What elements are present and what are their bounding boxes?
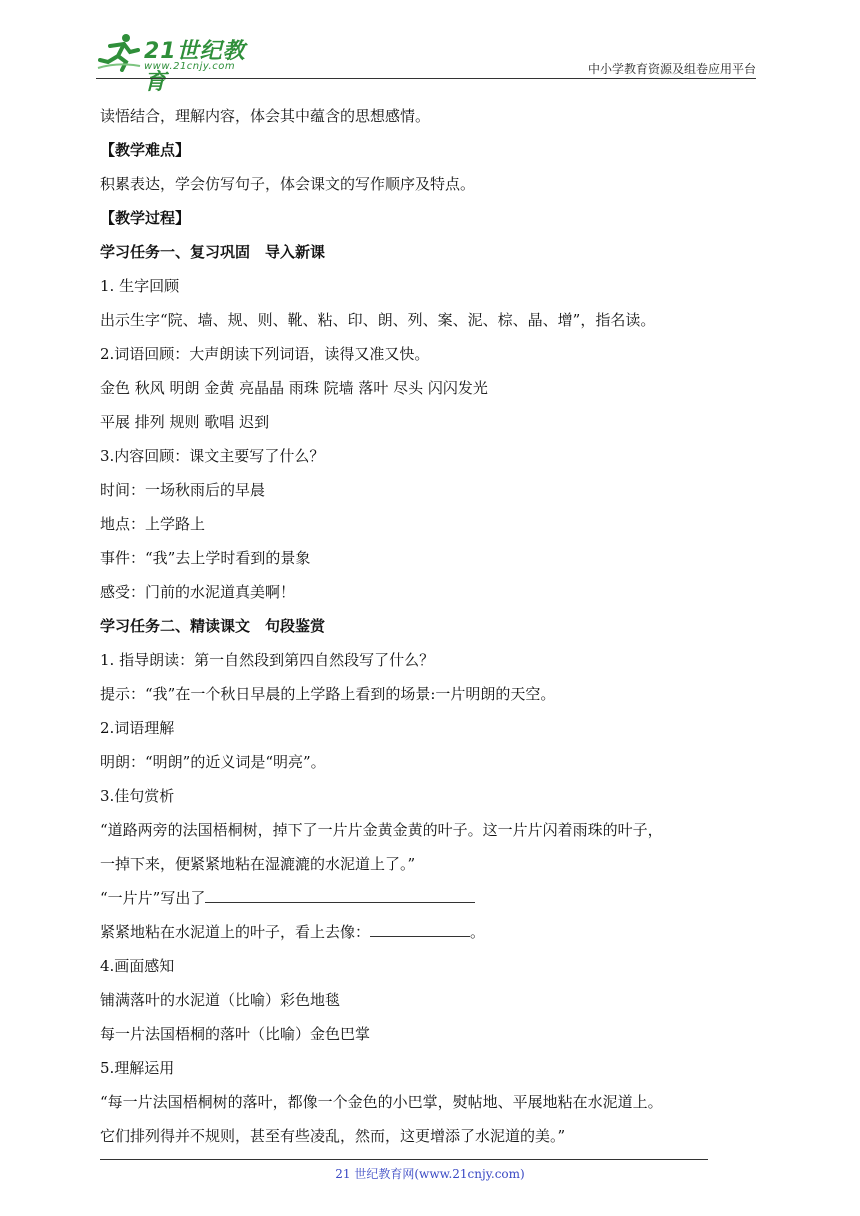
page-header: [96, 30, 756, 95]
paragraph: 每一片法国梧桐的落叶（比喻）金色巴掌: [100, 1025, 371, 1043]
paragraph: 1. 指导朗读：第一自然段到第四自然段写了什么？: [100, 651, 435, 669]
logo-text: 21世纪教育: [144, 39, 246, 95]
paragraph: 5.理解运用: [100, 1059, 175, 1077]
fill-in-prompt: “一片片”写出了: [100, 889, 206, 907]
paragraph: 它们排列得并不规则，甚至有些凌乱，然而，这更增添了水泥道的美。”: [100, 1127, 566, 1145]
paragraph: 感受：门前的水泥道真美啊！: [100, 583, 296, 601]
paragraph: 一掉下来，便紧紧地粘在湿漉漉的水泥道上了。”: [100, 855, 416, 873]
paragraph: 4.画面感知: [100, 957, 175, 975]
answer-blank: [370, 922, 470, 937]
fill-in-line: [100, 881, 760, 915]
task-heading: 学习任务二、精读课文 句段鉴赏: [100, 617, 326, 635]
paragraph: 3.佳句赏析: [100, 787, 175, 805]
site-logo: [96, 30, 266, 95]
paragraph: “每一片法国梧桐树的落叶，都像一个金色的小巴掌，熨帖地、平展地粘在水泥道上。: [100, 1093, 663, 1111]
paragraph: 时间：一场秋雨后的早晨: [100, 481, 266, 499]
fill-in-prompt: 紧紧地粘在水泥道上的叶子，看上去像：: [100, 923, 371, 941]
paragraph: 2.词语理解: [100, 719, 175, 737]
word-list: 平展 排列 规则 歌唱 迟到: [100, 413, 270, 431]
task-heading: 学习任务一、复习巩固 导入新课: [100, 243, 326, 261]
runner-logo-icon: [96, 32, 142, 72]
header-divider: [96, 78, 756, 79]
paragraph: 3.内容回顾：课文主要写了什么？: [100, 447, 325, 465]
fill-in-line: [100, 915, 760, 949]
platform-name: 中小学教育资源及组卷应用平台: [587, 62, 756, 76]
page-footer: 21 世纪教育网(www.21cnjy.com): [335, 1167, 525, 1181]
answer-blank: [205, 888, 475, 903]
word-list: 金色 秋风 明朗 金黄 亮晶晶 雨珠 院墙 落叶 尽头 闪闪发光: [100, 379, 488, 397]
paragraph: 事件：“我”去上学时看到的景象: [100, 549, 311, 567]
section-heading: 【教学难点】: [100, 141, 191, 159]
paragraph: 明朗：“明朗”的近义词是“明亮”。: [100, 753, 326, 771]
paragraph: 读悟结合，理解内容，体会其中蕴含的思想感情。: [100, 107, 431, 125]
fill-in-suffix: 。: [470, 923, 486, 941]
paragraph: 积累表达，学会仿写句子，体会课文的写作顺序及特点。: [100, 175, 476, 193]
paragraph: 出示生字“院、墙、规、则、靴、粘、印、朗、列、案、泥、棕、晶、增”，指名读。: [100, 311, 656, 329]
paragraph: 铺满落叶的水泥道（比喻）彩色地毯: [100, 991, 341, 1009]
document-body: [100, 99, 760, 1153]
paragraph: 提示：“我”在一个秋日早晨的上学路上看到的场景:一片明朗的天空。: [100, 685, 556, 703]
paragraph: “道路两旁的法国梧桐树，掉下了一片片金黄金黄的叶子。这一片片闪着雨珠的叶子，: [100, 821, 663, 839]
paragraph: 1. 生字回顾: [100, 277, 180, 295]
paragraph: 2.词语回顾：大声朗读下列词语，读得又准又快。: [100, 345, 430, 363]
footer-divider: [100, 1159, 708, 1160]
logo-url: www.21cnjy.com: [144, 61, 236, 72]
paragraph: 地点：上学路上: [100, 515, 206, 533]
section-heading: 【教学过程】: [100, 209, 191, 227]
